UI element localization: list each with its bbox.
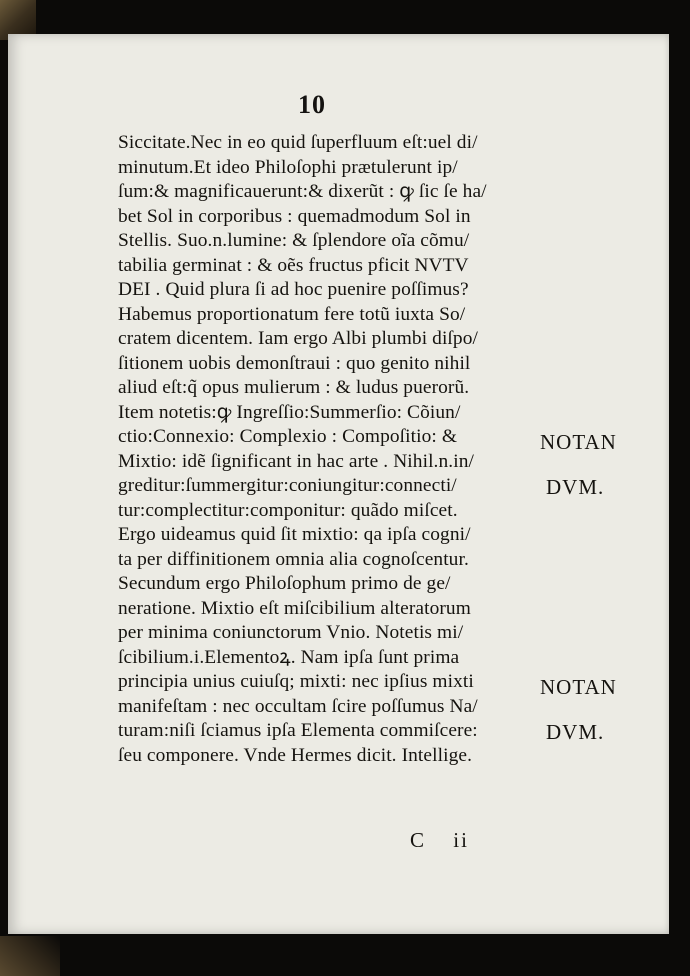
margin-note-line: NOTAN	[540, 675, 617, 699]
signature-mark: C ii	[410, 828, 469, 852]
text-line: minutum.Et ideo Philoſophi prætulerunt ip/	[118, 156, 458, 178]
margin-note-line: NOTAN	[540, 430, 617, 454]
text-line: manifeſtam : nec occultam ſcire poſſumus Na/	[118, 695, 478, 717]
text-line: greditur:ſummergitur:coniungitur:connecti/	[118, 475, 457, 496]
text-line: tur:complectitur:componitur: quãdo miſcet.	[118, 499, 458, 521]
text-line: ſcibilium.i.Elementoꝝ. Nam ipſa ſunt prima	[118, 646, 460, 668]
page-number: 10	[298, 90, 326, 119]
book-page	[8, 34, 669, 934]
body-text	[118, 131, 558, 768]
margin-note-line: DVM.	[546, 475, 605, 499]
text-line: aliud eſt:q̃ opus mulierum : & ludus puerorũ.	[118, 377, 470, 398]
text-line: Item notetis:ꝙ Ingreſſio:Summerſio: Cõiun/	[118, 401, 461, 423]
text-line: Ergo uideamus quid ſit mixtio: qa ipſa cogni/	[118, 524, 471, 545]
text-line: ta per diffinitionem omnia alia cognoſcentur.	[118, 548, 469, 570]
text-line: Siccitate.Nec in eo quid ſuperfluum eſt:uel di/	[118, 132, 478, 153]
text-line: bet Sol in corporibus : quemadmodum Sol in	[118, 205, 471, 227]
text-line: cratem dicentem. Iam ergo Albi plumbi diſpo/	[118, 328, 478, 349]
text-line: per minima coniunctorum Vnio. Notetis mi/	[118, 622, 464, 643]
text-line: Stellis. Suo.n.lumine: & ſplendore oĩa cõmu/	[118, 230, 470, 251]
text-line: tabilia germinat : & oẽs fructus pficit NVTV	[118, 254, 469, 276]
text-line: neratione. Mixtio eſt miſcibilium alteratorum	[118, 597, 471, 619]
text-line: turam:niſi ſciamus ipſa Elementa commiſcere:	[118, 720, 478, 741]
margin-note-notandum-2	[540, 675, 617, 744]
margin-note-notandum-1	[540, 430, 617, 499]
book-binding-bottom	[0, 936, 60, 976]
text-line: Secundum ergo Philoſophum primo de ge/	[118, 573, 451, 594]
text-line: principia unius cuiuſq; mixti: nec ipſius mixti	[118, 671, 474, 692]
margin-note-line: DVM.	[546, 720, 605, 744]
text-line: ctio:Connexio: Complexio : Compoſitio: &	[118, 426, 458, 447]
text-line: ſitionem uobis demonſtraui : quo genito nihil	[118, 352, 471, 374]
text-line: Mixtio: idẽ ſignificant in hac arte . Nihil.n.in/	[118, 450, 475, 472]
text-line: ſum:& magnificauerunt:& dixerũt : ꝙ ſic ſe ha/	[118, 181, 487, 202]
text-line: ſeu componere. Vnde Hermes dicit. Intellige.	[118, 744, 473, 766]
text-line: Habemus proportionatum fere totũ iuxta So/	[118, 303, 466, 325]
text-line: DEI . Quid plura ſi ad hoc puenire poſſimus?	[118, 279, 469, 300]
